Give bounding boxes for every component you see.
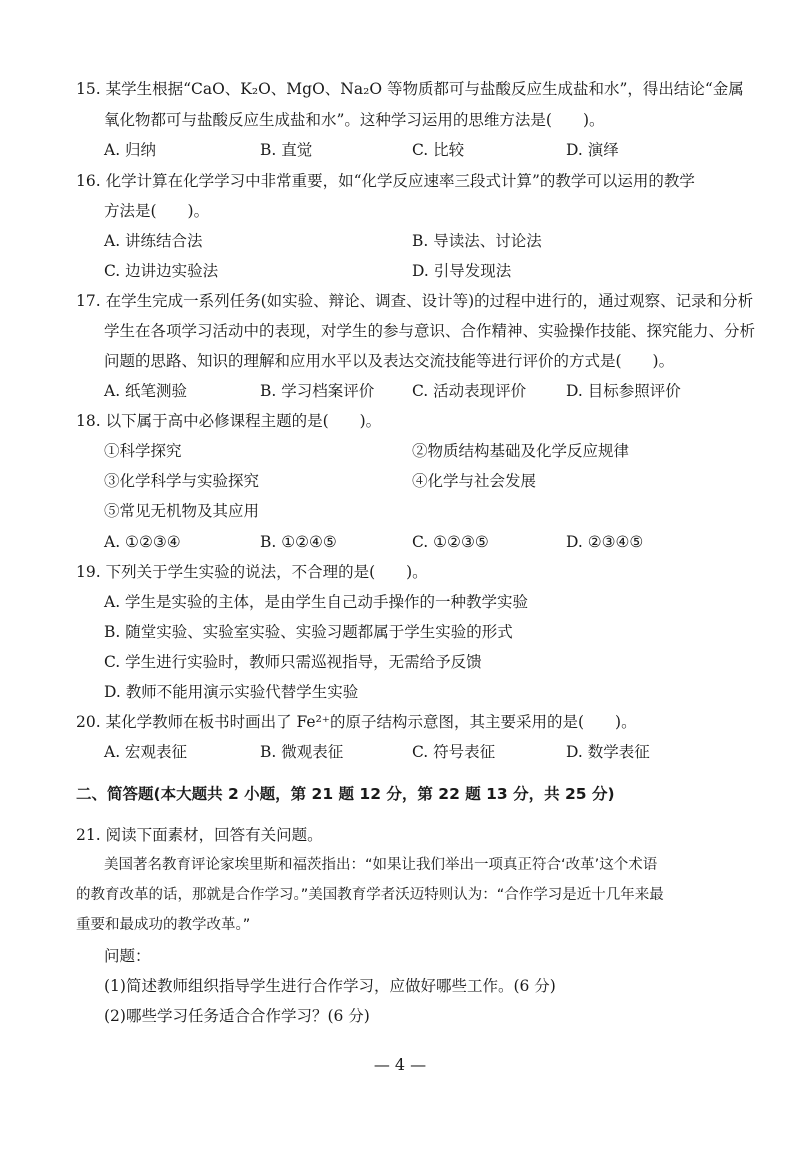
q16-option-c[interactable]: C. 边讲边实验法	[104, 262, 219, 280]
q15-option-c[interactable]: C. 比较	[412, 141, 465, 159]
q19-option-d[interactable]: D. 教师不能用演示实验代替学生实验	[104, 683, 359, 701]
q20-option-c[interactable]: C. 符号表征	[412, 743, 496, 761]
q18-item-2: ②物质结构基础及化学反应规律	[412, 442, 630, 460]
q15-option-d[interactable]: D. 演绎	[566, 141, 619, 159]
q18-item-3: ③化学科学与实验探究	[104, 472, 260, 490]
q21-stem: 21. 阅读下面素材，回答有关问题。	[76, 826, 323, 844]
q17-stem-line3: 问题的思路、知识的理解和应用水平以及表达交流技能等进行评价的方式是( )。	[104, 352, 675, 370]
q17-stem-line1: 17. 在学生完成一系列任务(如实验、辩论、调查、设计等)的过程中进行的，通过观察、记录和分析	[76, 292, 754, 310]
q21-subquestion-1: (1)简述教师组织指导学生进行合作学习，应做好哪些工作。(6 分)	[104, 977, 556, 995]
q21-question-label: 问题：	[104, 947, 151, 965]
q18-option-b[interactable]: B. ①②④⑤	[260, 533, 337, 551]
q17-option-a[interactable]: A. 纸笔测验	[104, 382, 188, 400]
q18-stem: 18. 以下属于高中必修课程主题的是( )。	[76, 412, 382, 430]
q20-option-b[interactable]: B. 微观表征	[260, 743, 344, 761]
q16-stem-line2: 方法是( )。	[104, 202, 210, 220]
q20-option-a[interactable]: A. 宏观表征	[104, 743, 188, 761]
q18-option-a[interactable]: A. ①②③④	[104, 533, 181, 551]
q18-item-5: ⑤常见无机物及其应用	[104, 502, 260, 520]
q18-option-d[interactable]: D. ②③④⑤	[566, 533, 644, 551]
q16-option-a[interactable]: A. 讲练结合法	[104, 232, 203, 250]
q18-item-4: ④化学与社会发展	[412, 472, 537, 490]
q21-material-line2: 的教育改革的话，那就是合作学习。”美国教育学者沃迈特则认为：“合作学习是近十几年来最	[76, 887, 664, 903]
q15-option-b[interactable]: B. 直觉	[260, 141, 313, 159]
q19-option-a[interactable]: A. 学生是实验的主体，是由学生自己动手操作的一种教学实验	[104, 593, 529, 611]
q19-option-b[interactable]: B. 随堂实验、实验室实验、实验习题都属于学生实验的形式	[104, 623, 513, 641]
q18-option-c[interactable]: C. ①②③⑤	[412, 533, 489, 551]
q21-subquestion-2: (2)哪些学习任务适合合作学习？(6 分)	[104, 1007, 370, 1025]
q16-option-d[interactable]: D. 引导发现法	[412, 262, 512, 280]
q17-option-c[interactable]: C. 活动表现评价	[412, 382, 527, 400]
q15-option-a[interactable]: A. 归纳	[104, 141, 157, 159]
q21-material-line1: 美国著名教育评论家埃里斯和福茨指出：“如果让我们举出一项真正符合‘改革’这个术语	[104, 857, 658, 873]
q20-option-d[interactable]: D. 数学表征	[566, 743, 650, 761]
section-title-short-answer: 二、简答题(本大题共 2 小题，第 21 题 12 分，第 22 题 13 分，共 25 分)	[76, 785, 615, 803]
q17-stem-line2: 学生在各项学习活动中的表现，对学生的参与意识、合作精神、实验操作技能、探究能力、分析	[104, 322, 756, 340]
q21-material-line3: 重要和最成功的教学改革。”	[76, 917, 251, 933]
page-number: — 4 —	[373, 1055, 427, 1074]
q20-stem: 20. 某化学教师在板书时画出了 Fe²⁺的原子结构示意图，其主要采用的是( )。	[76, 713, 637, 731]
q19-option-c[interactable]: C. 学生进行实验时，教师只需巡视指导，无需给予反馈	[104, 653, 482, 671]
q15-stem-line1: 15. 某学生根据“CaO、K₂O、MgO、Na₂O 等物质都可与盐酸反应生成盐和水”，得出结论“金属	[76, 80, 744, 98]
q17-option-b[interactable]: B. 学习档案评价	[260, 382, 375, 400]
q16-stem-line1: 16. 化学计算在化学学习中非常重要，如“化学反应速率三段式计算”的教学可以运用的教学	[76, 172, 695, 190]
q16-option-b[interactable]: B. 导读法、讨论法	[412, 232, 542, 250]
q19-stem: 19. 下列关于学生实验的说法，不合理的是( )。	[76, 563, 428, 581]
q15-stem-line2: 氧化物都可与盐酸反应生成盐和水”。这种学习运用的思维方法是( )。	[104, 111, 605, 129]
q18-item-1: ①科学探究	[104, 442, 182, 460]
q17-option-d[interactable]: D. 目标参照评价	[566, 382, 681, 400]
